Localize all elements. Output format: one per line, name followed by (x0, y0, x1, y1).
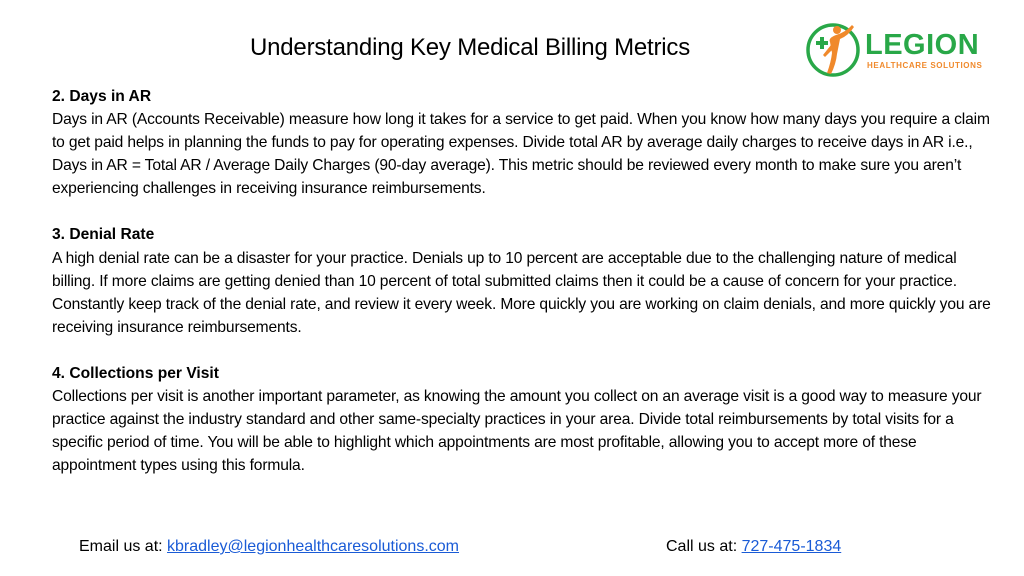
section-body: Days in AR (Accounts Receivable) measure how long it takes for a service to get paid. When you know how many days you require a claim to get paid helps in planning the funds to pay for operating expenses. Divide total AR by average daily charges to receive days in AR i.e., Days in AR = Total AR / Average Daily Charges (90-day average). This metric should be reviewed every month to make sure you aren’t experiencing challenges in receiving insurance reimbursements. (52, 111, 990, 198)
phone-contact (666, 538, 841, 556)
email-contact (79, 538, 459, 556)
footer (0, 538, 1024, 562)
content-area (52, 85, 992, 500)
section-heading: 4. Collections per Visit (52, 364, 219, 382)
email-label: Email us at: (79, 538, 168, 555)
phone-link[interactable]: 727-475-1834 (741, 538, 842, 555)
page-title: Understanding Key Medical Billing Metrics (250, 34, 690, 61)
section-body: A high denial rate can be a disaster for your practice. Denials up to 10 percent are acceptable due to the challenging nature of medical billing. If more claims are getting denied than 10 percent of total submitted claims then it could be a cause of concern for your practice. Constantly keep track of the denial rate, and review it every week. More quickly you are working on claim denials, and more quickly you are receiving insurance reimbursements. (52, 249, 991, 336)
section-collections-per-visit (52, 362, 992, 477)
section-heading: 2. Days in AR (52, 88, 152, 105)
phone-label: Call us at: (666, 538, 742, 555)
section-denial-rate (52, 223, 992, 338)
legion-logo (806, 20, 986, 82)
legion-emblem-icon (806, 20, 862, 82)
email-link[interactable]: kbradley@legionhealthcaresolutions.com (167, 538, 459, 555)
section-heading: 3. Denial Rate (52, 226, 155, 244)
section-body: Collections per visit is another important parameter, as knowing the amount you collect on an average visit is a good way to measure your practice against the industry standard and other same-specialty practices in your area. Divide total reimbursements by total visits for a specific period of time. You will be able to highlight which appointments are most profitable, allowing you to accept more of these appointment types using this formula. (52, 388, 982, 475)
logo-wordmark: LEGION (865, 29, 980, 61)
logo-tagline: HEALTHCARE SOLUTIONS (867, 61, 983, 70)
section-days-in-ar (52, 85, 992, 200)
